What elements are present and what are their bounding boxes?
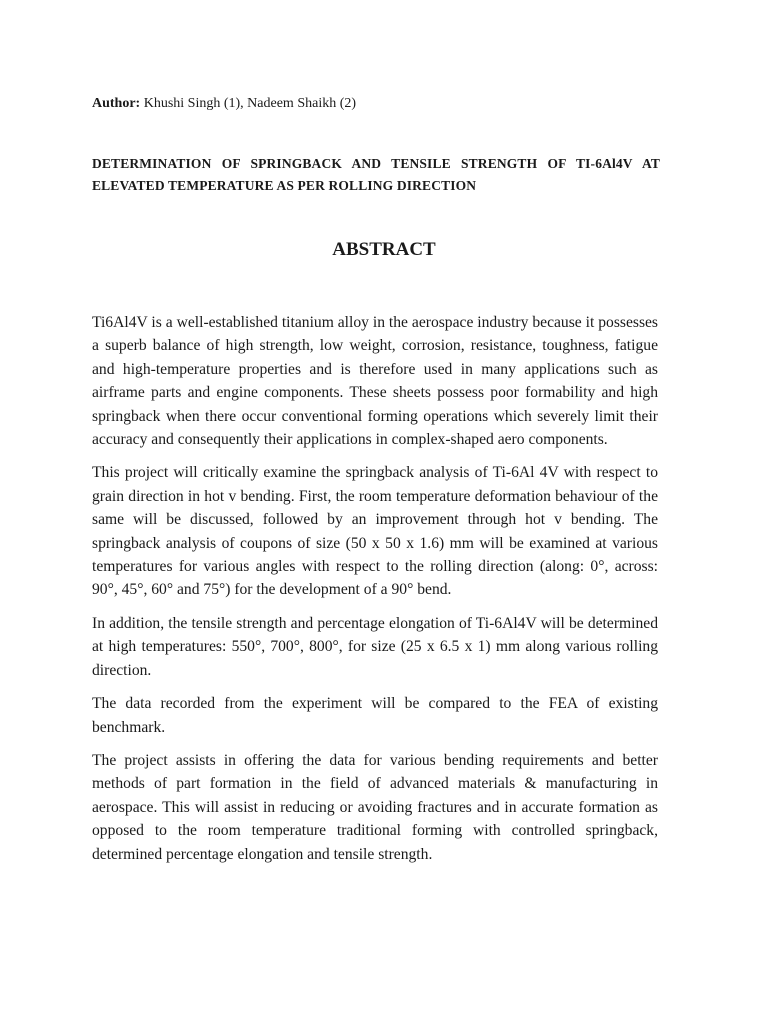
author-names: Khushi Singh (1), Nadeem Shaikh (2): [140, 96, 357, 111]
abstract-paragraph-4: The data recorded from the experiment will be compared to the FEA of existing benchmark.: [92, 695, 658, 736]
author-label: Author:: [92, 96, 141, 111]
abstract-heading: ABSTRACT: [332, 239, 436, 260]
abstract-body: [92, 311, 658, 876]
abstract-paragraph-3: In addition, the tensile strength and percentage elongation of Ti-6Al4V will be determined at high temperatures: 550°, 700°, 800°, for size (25 x 6.5 x 1) mm along various rolling direction.: [92, 614, 658, 679]
author-line: [92, 95, 356, 113]
abstract-paragraph-2: This project will critically examine the springback analysis of Ti-6Al 4V with respect to grain direction in hot v bending. First, the room temperature deformation behaviour of the same will be discussed, followed by an improvement through hot v bending. The springback analysis of coupons of size (50 x 50 x 1.6) mm will be examined at various temperatures for various angles with respect to the rolling direction (along: 0°, across: 90°, 45°, 60° and 75°) for the development of a 90° bend.: [92, 464, 658, 599]
document-title: DETERMINATION OF SPRINGBACK AND TENSILE STRENGTH OF TI-6Al4V AT ELEVATED TEMPERATURE AS PER ROLLING DIRECTION: [92, 156, 660, 193]
abstract-paragraph-5: The project assists in offering the data for various bending requirements and better methods of part formation in the field of advanced materials & manufacturing in aerospace. This will assist in reducing or avoiding fractures and in accurate formation as opposed to the room temperature traditional forming with controlled springback, determined percentage elongation and tensile strength.: [92, 751, 658, 863]
abstract-paragraph-1: Ti6Al4V is a well-established titanium alloy in the aerospace industry because it possesses a superb balance of high strength, low weight, corrosion, resistance, toughness, fatigue and high-temperature properties and is therefore used in many applications such as airframe parts and engine components. These sheets possess poor formability and high springback when there occur conventional forming operations which severely limit their accuracy and consequently their applications in complex-shaped aero components.: [92, 314, 658, 449]
